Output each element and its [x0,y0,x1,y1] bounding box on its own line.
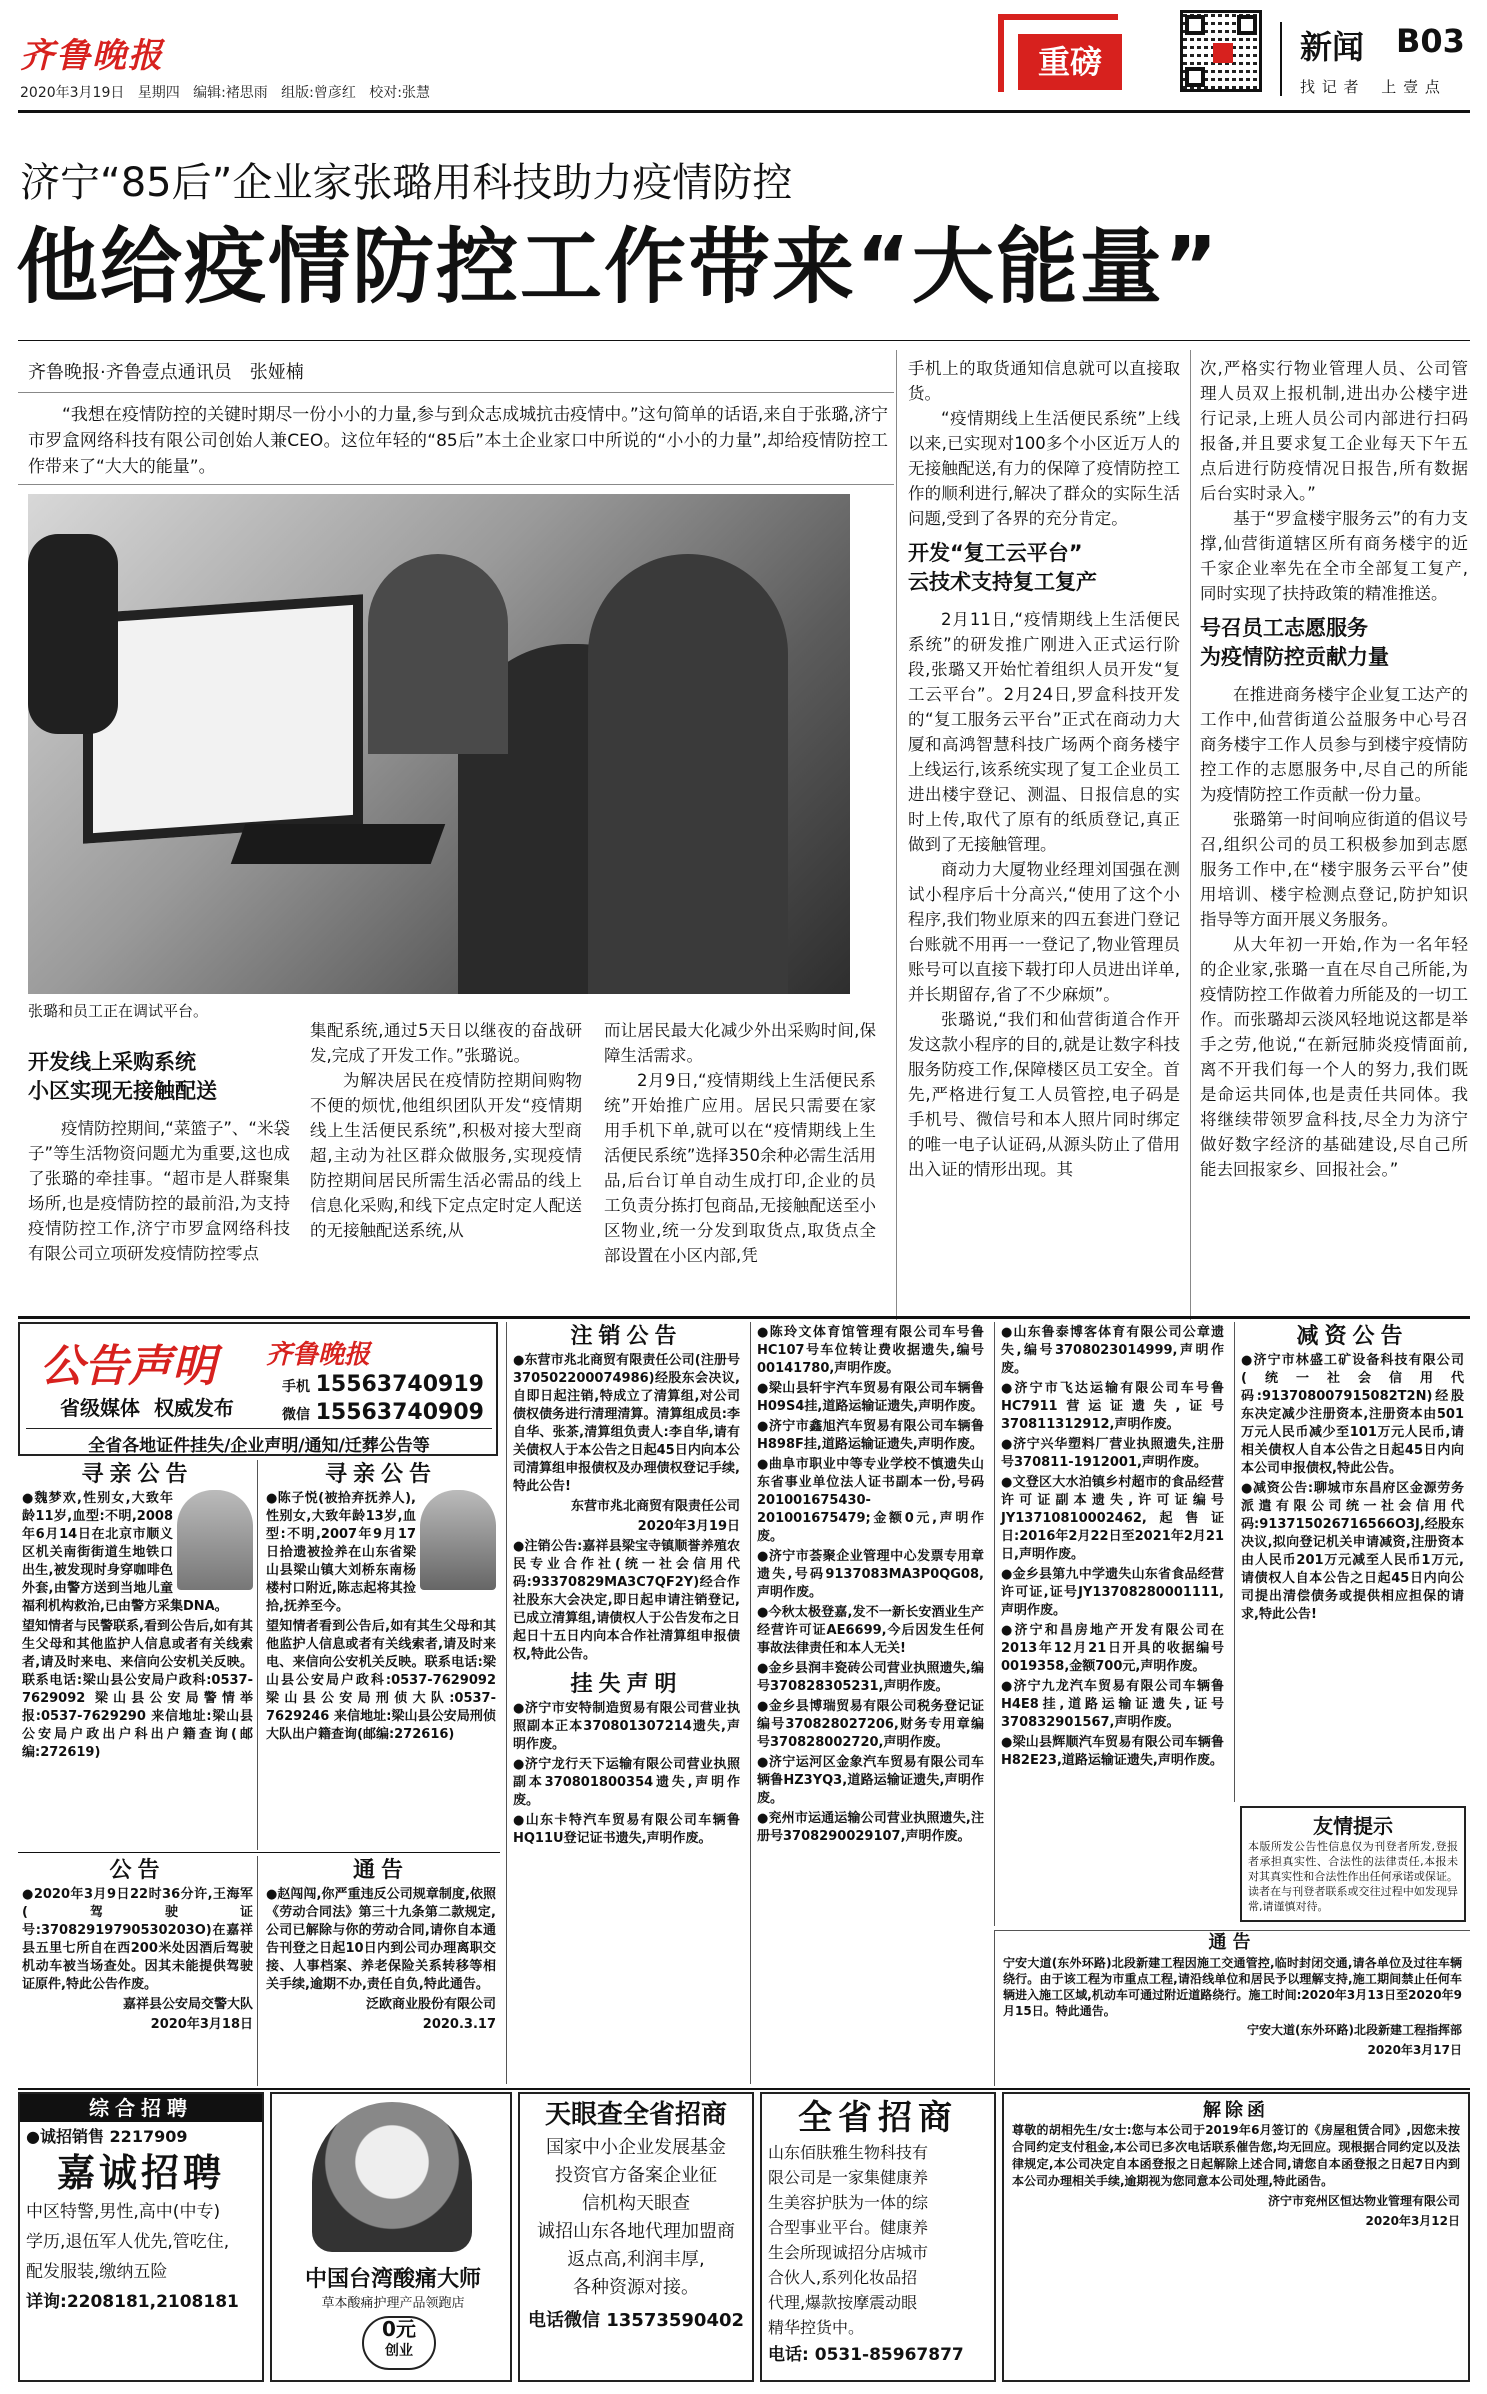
missing-notice-1: 寻亲公告 ●魏梦欢,性别女,大致年龄11岁,血型:不明,2008年6月14日在北京市顺义区机关南街街道生地铁口出生,被发现时身穿咖啡色外套,由警方送到当地儿童福利机构救治,已由警方采集DNA。 望知情者与民警联系,看到公告后,如有其生父母和其他监护人信息或者有关线索者,请及时来电、来信向公安机关反映。联系电话:梁山县公安局户政科:0537-7629092 梁山县公安局警情举报:0537-7629290 来信地址:梁山县公安局户政出户科出户籍查询(邮编:272619) [18,1460,258,1850]
portrait-illustration [312,2102,472,2252]
public-notice-2: 通告 ●赵闯闯,你严重违反公司规章制度,依照《劳动合同法》第三十九条第二款规定,公司已解除与你的劳动合同,请你自本通告刊登之日起10日内到公司办理离职交接、人事档案、养老保险关系转移等相关手续,逾期不办,责任自负,特此通告。 泛欧商业股份有限公司 2020.3.17 [266,1858,496,2032]
notice-wechat: 微信 15563740909 [282,1400,484,1425]
photo-caption: 张璐和员工正在调试平台。 [28,1002,209,1020]
notice-title: 友情提示 [1313,1814,1393,1838]
ads-bottom-rule [18,2088,1470,2090]
proof-credit: 校对:张慧 [369,85,430,101]
health-product-ad [270,2092,512,2382]
tianyan-lines: 国家中小企业发展基金 投资官方备案企业征 信机构天眼查 诚招山东各地代理加盟商 返点高,利润丰厚, 各种资源对接。 [537,2137,735,2298]
article-lead: “我想在疫情防控的关键时期尽一份小小的力量,参与到众志成城抗击疫情中。”这句简单的话语,来自于张璐,济宁市罗盒网络科技有限公司创始人兼CEO。这位年轻的“85后”本土企业家口中所说的“小小的力量”,却给疫情防控工作带来了“大大的能量”。 [28,405,888,477]
notice-phone: 手机 15563740919 [282,1372,484,1397]
province-recruit-ad [760,2092,996,2382]
subheading-2: 开发“复工云平台” 云技术支持复工复产 [908,541,1097,594]
notice-brand-title: 公告声明 [40,1341,216,1392]
article-headline: 他给疫情防控工作带来“大能量” [16,220,1220,315]
masthead-divider [1280,22,1282,96]
ads-rule [18,1852,500,1853]
province-recruit-title: 全省招商 [798,2098,958,2138]
notice-title: 减资公告 [1296,1324,1409,1349]
notice-title: 通告 [1208,1932,1257,1953]
notice-brand-logo: 齐鲁晚报 [266,1340,371,1370]
notice-brand-box [18,1322,498,1456]
notice-title: 注销公告 [570,1324,683,1349]
byline-rule [18,392,894,393]
friendly-tip-box: 友情提示 本版所发公告性信息仅为刊登者所发,登报者承担真实性、合法性的法律责任,本报未对其真实性和合法性作出任何承诺或保证。读者在与刊登者联系或交往过程中如发现异常,请谨慎对待。 [1240,1806,1466,1922]
person-shape [368,554,508,754]
notice-title: 挂失声明 [570,1672,683,1697]
tianyan-title: 天眼查全省招商 [544,2100,727,2130]
subheading-3: 号召员工志愿服务 为疫情防控贡献力量 [1200,616,1389,669]
notice-title: 寻亲公告 [324,1462,437,1487]
recruitment-ad [18,2092,264,2382]
province-recruit-lines: 山东佰肤雅生物科技有 限公司是一家集健康养 生美容护肤为一体的综 合型事业平台。健康养 生会所现诚招分店城市 合伙人,系列化妆品招 代理,爆款按摩震动眼 精华控货中。 [768,2143,929,2337]
headline-rule [18,340,1470,341]
public-notice-1: 公告 ●2020年3月9日22时36分许,王海军(驾驶证号:37082919790530203O)在嘉祥县五里七所自在西200米处因酒后驾驶机动车被当场查处。因其未能提供驾驶证原件,特此公告作废。 嘉祥县公安局交警大队 2020年3月18日 [18,1856,258,2086]
newspaper-logo: 齐鲁晚报 [20,36,164,76]
article-byline: 齐鲁晚报·齐鲁壹点通讯员 张娅楠 [28,362,304,383]
loss-notices-2: ●山东鲁泰博客体育有限公司公章遗失,编号3708023014999,声明作废。 ●济宁市飞达运输有限公司车号鲁HC7911营运证遗失,证号370811312912,声明作废。 ●济宁兴华塑料厂营业执照遗失,注册号370811-1912001,声明作废。 ●文登区大水泊镇乡村超市的食品经营许可证副本遗失,许可证编号JY13710810002462,起售证日:2016年2月22日至2021年2月21日,声明作废。 ●金乡县第九中学遗失山东省食品经营许可证,证号JY13708280001111,声明作废。 ●济宁和昌房地产开发有限公司在2013年12月21日开具的收据编号0019358,金额700元,声明作废。 ●济宁九龙汽车贸易有限公司车辆鲁H4E8挂,道路运输证遗失,证号370832901567,声明作废。 ●梁山县辉顺汽车贸易有限公司车辆鲁H82E23,道路运输证遗失,声明作废。 [994,1322,1230,1926]
recruitment-sub: ●诚招销售 2217909 [26,2127,188,2146]
termination-letter: 解除函 尊敬的胡相先生/女士:您与本公司于2019年6月签订的《房屋租赁合同》,因您未按合同约定支付租金,本公司已多次电话联系催告您,均无回应。现根据合同约定以及法律规定,本公司决定自本函登报之日起解除上述合同,请您自本函登报之日起7日内到本公司办理相关手续,逾期视为您同意本公司处理,特此函告。 济宁市兖州区恒达物业管理有限公司 2020年3月12日 [1002,2092,1470,2382]
road-notice: 通告 宁安大道(东外环路)北段新建工程因施工交通管控,临时封闭交通,请各单位及过往车辆绕行。由于该工程为市重点工程,请沿线单位和居民予以理解支持,施工期间禁止任何车辆进入施工区域,机动车可通过附近道路绕行。施工时间:2020年3月13日至2020年9月15日。特此通告。 宁安大道(东外环路)北段新建工程指挥部 2020年3月17日 [994,1930,1470,2086]
province-recruit-contact: 电话: 0531-85967877 [768,2345,964,2365]
article-column-4: 手机上的取货通知信息就可以直接取货。 “疫情期线上生活便民系统”上线以来,已实现对100多个小区近万人的无接触配送,有力的保障了疫情防控工作的顺利进行,解决了群众的实际生活问题,受到了各界的充分肯定。 开发“复工云平台” 云技术支持复工复产 2月11日,“疫情期线上生活便民系统”的研发推广刚进入正式运行阶段,张璐又开始忙着组织人员开发“复工云平台”。2月24日,罗盒科技开发的“复工服务云平台”正式在商动力大厦和高鸿智慧科技广场两个商务楼宇上线运行,该系统实现了复工企业员工进出楼宇登记、测温、日报信息的实时上传,取代了原有的纸质登记,真正做到了无接触管理。 商动力大厦物业经理刘国强在测试小程序后十分高兴,“使用了这个小程序,我们物业原来的四五套进门登记台账就不用再一一登记了,物业管理员账号可以直接下载打印人员进出详单,并长期留存,省了不少麻烦”。 张璐说,“我们和仙营街道合作开发这款小程序的目的,就是让数字科技服务防疫工作,保障楼区员工安全。首先,严格进行复工人员管控,电子码是手机号、微信号和本人照片同时绑定的唯一电子认证码,从源头防止了借用出入证的情形出现。其 [908,359,1180,1179]
editor-credit: 编辑:褚思雨 [193,85,268,101]
recruitment-name: 嘉诚招聘 [56,2151,225,2195]
masthead-info [20,82,430,102]
notice-title: 通告 [352,1858,409,1883]
keyboard-shape [231,824,446,864]
issue-weekday: 星期四 [137,85,180,101]
health-ad-badge: 0元 创业 [362,2316,436,2370]
person-shape [588,554,788,994]
missing-notice-2: 寻亲公告 ●陈子悦(被拾弃抚养人),性别女,大致年龄13岁,血型:不明,2007年9月17日拾遗被捡养在山东省梁山县梁山镇大刘桥东南杨楼村口附近,陈志起将其捡拾,抚养至今。 望知情者看到公告后,如有其生父母和其他监护人信息或者有关线索者,请及时来电、来信向公安机关反映。联系电话:梁山县公安局户政科:0537-7629092 梁山县公安局刑侦大队:0537-7629246 来信地址:梁山县公安局刑侦大队出户籍查询(邮编:272616) [266,1462,496,1742]
tianyan-contact: 电话微信 13573590402 [527,2310,745,2331]
qr-code-icon [1180,10,1262,92]
article-column-1: 开发线上采购系统 小区实现无接触配送 疫情防控期间,“菜篮子”、“米袋子”等生活物资问题尤为重要,这也成了张璐的牵挂事。“超市是人群聚集场所,也是疫情防控的最前沿,为支持疫情防控工作,济宁市罗盒网络科技有限公司立项研发疫情防控零点 [28,1050,290,1263]
chair-shape [28,534,118,734]
masthead-rule [18,110,1470,113]
article-column-5: 次,严格实行物业管理人员、公司管理人员双上报机制,进出办公楼宇进行记录,上班人员公司内部进行扫码报备,并且要求复工企业每天下午五点后进行防疫情况日报告,所有数据后台实时录入。” 基于“罗盒楼宇服务云”的有力支撑,仙营街道辖区所有商务楼宇的近千家企业率先在全市全部复工复产,同时实现了扶持政策的精准推送。 号召员工志愿服务 为疫情防控贡献力量 在推进商务楼宇企业复工达产的工作中,仙营街道公益服务中心号召商务楼宇工作人员参与到楼宇疫情防控工作的志愿服务中,尽自己的所能为疫情防控工作贡献一份力量。 张璐第一时间响应街道的倡议号召,组织公司的员工积极参加到志愿服务工作中,在“楼宇服务云平台”使用培训、楼宇检测点登记,防护知识指导等方面开展义务服务。 从大年初一开始,作为一名年轻的企业家,张璐一直在尽自己所能,为疫情防控工作做着力所能及的一切工作。而张璐却云淡风轻地说这都是举手之劳,他说,“在新冠肺炎疫情面前,离不开我们每一个人的努力,我们既是命运共同体,也是责任共同体。我将继续带领罗盒科技,尽全力为济宁做好数字经济的基础建设,尽自己所能去回报家乡、回报社会。” [1200,359,1468,1179]
issue-date: 2020年3月19日 [20,85,125,101]
article-column-3: 而让居民最大化减少外出采购时间,保障生活需求。 2月9日,“疫情期线上生活便民系统”开始推广应用。居民只需要在家用手机下单,就可以在“疫情期线上生活便民系统”选择350余种必需生活用品,后台订单自动生成打印,企业的员工负责分拣打包商品,无接触配送至小区物业,统一分发到取货点,取货点全部设置在小区内部,凭 [604,1021,876,1265]
recruitment-details: 中区特警,男性,高中(中专) 学历,退伍军人优先,管吃住, 配发服装,缴纳五险 [26,2202,230,2282]
recruitment-contact: 详询:2208181,2108181 [26,2292,239,2312]
recruitment-header: 综合招聘 [20,2094,262,2122]
monitor-shape [83,594,363,844]
masthead-slogan: 找 记 者 上 壹 点 [1300,78,1441,96]
lead-rule [18,484,894,485]
article-column-2: 集配系统,通过5天日以继夜的奋战研发,完成了开发工作。”张璐说。 为解决居民在疫情防控期间购物不便的烦忧,他组织团队开发“疫情期线上生活便民系统”,积极对接大型商超,主动为社区群众做服务,实现疫情防控期间居民所需生活必需品的线上信息化采购,和线下定点定时定人配送的无接触配送系统,从 [310,1021,582,1240]
column-rule [1190,350,1191,1320]
notice-title: 寻亲公告 [81,1462,194,1487]
tianyan-ad [518,2092,754,2382]
article-photo [28,494,850,994]
cancellation-notices: 注销公告 ●东营市兆北商贸有限责任公司(注册号370502200074986)经股东会决议,自即日起注销,特成立了清算组,对公司债权债务进行清理清算。清算组成员:李自华、张茶,清算组负责人:李自华,请有关债权人于本公告之日起45日内向本公司清算组申报债权及办理债权登记手续,特此公告! 东营市兆北商贸有限责任公司 2020年3月19日 ●注销公告:嘉祥县梁宝寺镇顺誉养殖农民专业合作社(统一社会信用代码:93370829MA3C7QF2Y)经合作社股东大会决定,即日起申请注销登记,已成立清算组,请债权人于公告发布之日起日十五日内向本合作社清算组申报债权,特此公告。 挂失声明 ●济宁市安特制造贸易有限公司营业执照副本正本370801307214遗失,声明作废。 ●济宁龙行天下运输有限公司营业执照副本370801800354遗失,声明作废。 ●山东卡特汽车贸易有限公司车辆鲁HQ11U登记证书遗失,声明作废。 [506,1322,746,2084]
article-kicker: 济宁“85后”企业家张璐用科技助力疫情防控 [20,160,793,206]
child-photo [177,1490,253,1590]
notice-services: 全省各地证件挂失/企业声明/通知/迁葬公告等 [26,1428,492,1456]
notice-title: 解除函 [1203,2100,1269,2121]
section-tag: 重磅 [1018,34,1122,90]
health-ad-sub: 草本酸痛护理产品领跑店 [321,2296,465,2311]
capital-reduction-notices: 减资公告 ●济宁市林盛工矿设备科技有限公司(统一社会信用代码:913708007915082T2N)经股东决定减少注册资本,注册资本由501万元人民币减少至101万元人民币,请相关债权人自本公告之日起45日内向本公司申报债权,特此公告。 ●减资公告:聊城市东昌府区金源劳务派遣有限公司统一社会信用代码:913715026716566O3J,经股东决议,拟向登记机关申请减资,注册资本由人民币201万元减至人民币1万元,请债权人自本公告之日起45日内向公司提出清偿债务或提供相应担保的请求,特此公告! [1234,1322,1470,1802]
page-number: B03 [1396,22,1465,60]
child-photo [420,1490,496,1590]
loss-notices-1: ●陈玲文体育馆管理有限公司车号鲁HC107号车位转让费收据遗失,编号00141780,声明作废。 ●梁山县轩宇汽车贸易有限公司车辆鲁H09S4挂,道路运输证遗失,声明作废。 ●济宁市鑫旭汽车贸易有限公司车辆鲁H898F挂,道路运输证遗失,声明作废。 ●曲阜市职业中等专业学校不慎遗失山东省事业单位法人证书副本一份,号码201001675430-201001675479;金额0元,声明作废。 ●济宁市荟聚企业管理中心发票专用章遗失,号码9137083MA3P0QG08,声明作废。 ●今秋太极登嘉,发不一新长安酒业生产经营许可证AE6699,今后因发生任何事故法律责任和本人无关! ●金乡县润丰瓷砖公司营业执照遗失,编号370828305231,声明作废。 ●金乡县博瑞贸易有限公司税务登记证编号370828027206,财务专用章编号370828002720,声明作废。 ●济宁运河区金象汽车贸易有限公司车辆鲁HZ3YQ3,道路运输证遗失,声明作废。 ●兖州市运通运输公司营业执照遗失,注册号3708290029107,声明作废。 [750,1322,990,2084]
notice-title: 公告 [109,1858,166,1883]
section-name: 新闻 [1300,28,1365,66]
notice-tags: 省级媒体 权威发布 [60,1396,234,1420]
subheading-1: 开发线上采购系统 小区实现无接触配送 [28,1050,217,1103]
column-rule [896,350,897,1320]
ads-top-rule [18,1316,1470,1319]
designer-credit: 组版:曾彦红 [281,85,356,101]
health-ad-title: 中国台湾酸痛大师 [304,2267,481,2292]
